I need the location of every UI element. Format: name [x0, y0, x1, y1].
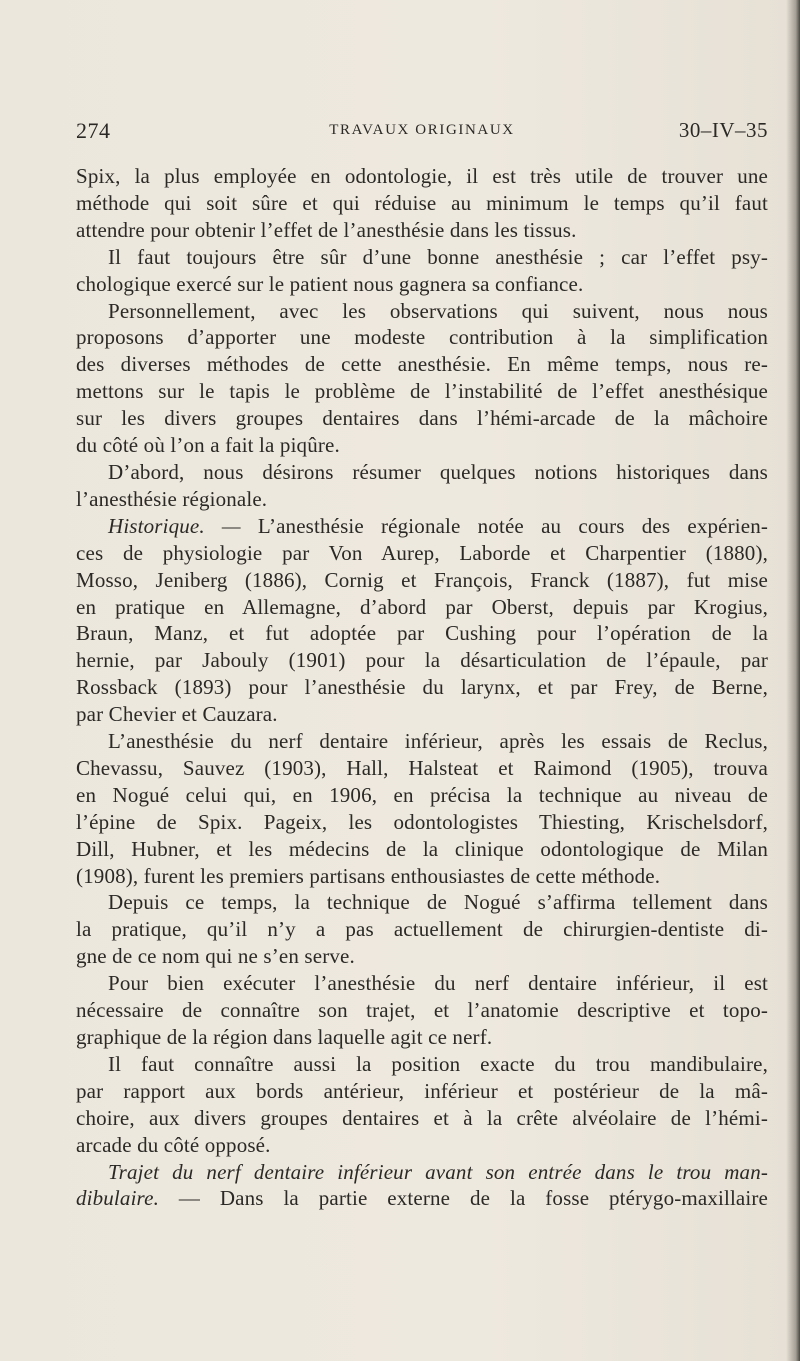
page-edge-shadow [786, 0, 800, 1361]
text-line: en pratique en Allemagne, d’abord par Oberst, depuis par Krogius, [76, 594, 768, 619]
text-line: Pour bien exécuter l’anesthésie du nerf dentaire inférieur, il est [108, 971, 768, 996]
text-line: Depuis ce temps, la technique de Nogué s’affirma tellement dans [108, 890, 768, 915]
text-line [76, 1185, 768, 1212]
page-header [76, 118, 768, 146]
text-line-fragment: L’anesthésie régionale notée au cours des expérien- [257, 513, 768, 538]
text-line: Personnellement, avec les observations qui suivent, nous nous [108, 298, 768, 323]
section-heading-historique: Historique. — [108, 513, 241, 538]
text-line: (1908), furent les premiers partisans enthousiastes de cette méthode. [76, 863, 661, 888]
text-line: arcade du côté opposé. [76, 1132, 271, 1157]
running-title: TRAVAUX ORIGINAUX [329, 122, 515, 138]
text-line: Rossback (1893) pour l’anesthésie du larynx, et par Frey, de Berne, [76, 675, 768, 700]
text-line: sur les divers groupes dentaires dans l’hémi-arcade de la mâchoire [76, 406, 768, 431]
text-line: chologique exercé sur le patient nous gagnera sa confiance. [76, 271, 584, 296]
text-line: D’abord, nous désirons résumer quelques notions historiques dans [108, 459, 768, 484]
text-line: gne de ce nom qui ne s’en serve. [76, 944, 355, 969]
text-line: en Nogué celui qui, en 1906, en précisa la technique au niveau de [76, 782, 768, 807]
text-line: Chevassu, Sauvez (1903), Hall, Halsteat et Raimond (1905), trouva [76, 755, 768, 780]
section-heading-trajet: Trajet du nerf dentaire inférieur avant son entrée dans le trou man- [108, 1159, 768, 1184]
text-line: mettons sur le tapis le problème de l’instabilité de l’effet anesthésique [76, 379, 768, 404]
text-line: proposons d’apporter une modeste contribution à la simplification [76, 325, 768, 350]
text-line: Il faut connaître aussi la position exacte du trou mandibulaire, [108, 1051, 768, 1076]
text-line [76, 513, 768, 540]
issue-date: 30–IV–35 [678, 118, 768, 142]
text-line: hernie, par Jabouly (1901) pour la désarticulation de l’épaule, par [76, 648, 768, 673]
text-line: graphique de la région dans laquelle agit ce nerf. [76, 1025, 493, 1049]
section-heading-dibulaire: dibulaire. [76, 1186, 159, 1211]
text-line: par Chevier et Cauzara. [76, 702, 278, 727]
text-line: L’anesthésie du nerf dentaire inférieur, après les essais de Reclus, [108, 729, 768, 754]
text-line: nécessaire de connaître son trajet, et l’anatomie descriptive et topo- [76, 998, 768, 1023]
text-line: des diverses méthodes de cette anesthésie. En même temps, nous re- [76, 352, 768, 377]
text-line: l’épine de Spix. Pageix, les odontologistes Thiesting, Krischelsdorf, [76, 809, 768, 834]
text-line: méthode qui soit sûre et qui réduise au minimum le temps qu’il faut [76, 190, 768, 215]
text-line: Spix, la plus employée en odontologie, il est très utile de trouver une [76, 164, 768, 188]
text-line: Mosso, Jeniberg (1886), Cornig et François, Franck (1887), fut mise [76, 567, 768, 592]
text-line: ces de physiologie par Von Aurep, Laborde et Charpentier (1880), [76, 540, 768, 565]
text-line: attendre pour obtenir l’effet de l’anesthésie dans les tissus. [76, 217, 577, 242]
text-line: l’anesthésie régionale. [76, 486, 268, 511]
text-line: choire, aux divers groupes dentaires et à la crête alvéolaire de l’hémi- [76, 1105, 768, 1130]
page-number: 274 [76, 118, 111, 143]
text-line: Braun, Manz, et fut adoptée par Cushing pour l’opération de la [76, 621, 768, 646]
text-line: Il faut toujours être sûr d’une bonne anesthésie ; car l’effet psy- [108, 244, 768, 269]
text-line: la pratique, qu’il n’y a pas actuellement de chirurgien-dentiste di- [76, 917, 768, 942]
article-body [76, 163, 768, 1212]
text-line: par rapport aux bords antérieur, inférieur et postérieur de la mâ- [76, 1078, 768, 1103]
text-line: du côté où l’on a fait la piqûre. [76, 433, 340, 458]
text-line: Dill, Hubner, et les médecins de la clinique odontologique de Milan [76, 836, 768, 861]
text-line-fragment: — Dans la partie externe de la fosse ptérygo-maxillaire [178, 1186, 769, 1211]
